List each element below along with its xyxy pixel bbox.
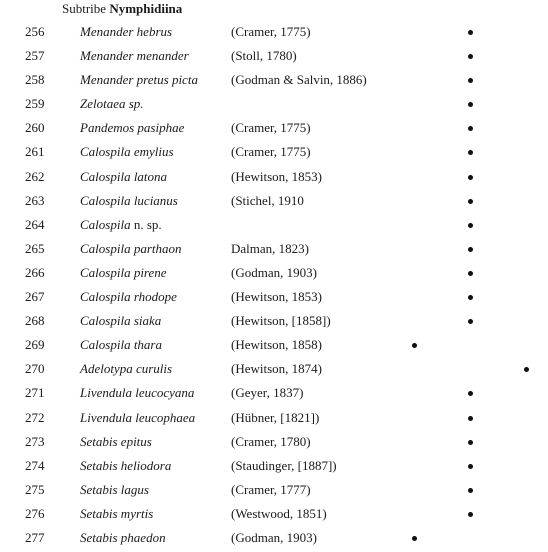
species-number: 266	[25, 264, 45, 280]
presence-dot-icon	[468, 271, 473, 276]
list-item	[0, 189, 548, 213]
species-author: (Cramer, 1780)	[231, 433, 311, 449]
species-genus-name: Zelotaea sp.	[80, 96, 144, 112]
list-item	[0, 357, 548, 381]
presence-dot-icon	[468, 416, 473, 421]
species-author: (Hewitson, [1858])	[231, 313, 331, 329]
list-item	[0, 116, 548, 140]
presence-dot-icon	[524, 367, 529, 372]
species-name	[80, 261, 167, 285]
species-genus-name: Setabis phaedon	[80, 529, 166, 545]
species-name	[80, 454, 171, 478]
species-name	[80, 140, 174, 164]
species-number: 258	[25, 72, 45, 88]
list-item	[0, 44, 548, 68]
species-number: 270	[25, 361, 45, 377]
species-name	[80, 285, 177, 309]
species-suffix: n. sp.	[130, 216, 162, 232]
presence-dot-icon	[468, 391, 473, 396]
species-genus-name: Calospila parthaon	[80, 240, 182, 256]
species-name	[80, 478, 149, 502]
species-number: 272	[25, 409, 45, 425]
species-number: 256	[25, 24, 45, 39]
species-author: (Stoll, 1780)	[231, 48, 297, 64]
species-name	[80, 20, 172, 44]
presence-dot-icon	[468, 175, 473, 180]
species-author: (Godman, 1903)	[231, 264, 317, 280]
species-author: (Cramer, 1775)	[231, 120, 311, 136]
list-item	[0, 20, 548, 44]
species-genus-name: Livendula leucocyana	[80, 385, 195, 401]
species-genus-name: Calospila thara	[80, 337, 162, 353]
list-item	[0, 478, 548, 502]
species-author: (Hewitson, 1874)	[231, 361, 322, 377]
species-author: Dalman, 1823)	[231, 240, 309, 256]
species-name	[80, 309, 161, 333]
species-author: (Hewitson, 1858)	[231, 337, 322, 353]
presence-dot-icon	[468, 319, 473, 324]
species-genus-name: Calospila latona	[80, 168, 168, 184]
species-genus-name: Setabis myrtis	[80, 505, 154, 521]
list-item	[0, 526, 548, 550]
species-author: (Cramer, 1775)	[231, 24, 311, 39]
species-genus-name: Livendula leucophaea	[80, 409, 196, 425]
list-item	[0, 333, 548, 357]
presence-dot-icon	[468, 30, 473, 35]
species-name	[80, 357, 172, 381]
species-author: (Godman & Salvin, 1886)	[231, 72, 367, 88]
subtribe-prefix: Subtribe	[62, 1, 107, 16]
list-item	[0, 502, 548, 526]
species-number: 271	[25, 385, 45, 401]
species-genus-name: Calospila rhodope	[80, 289, 177, 305]
species-name	[80, 430, 152, 454]
list-item	[0, 68, 548, 92]
species-author: (Stichel, 1910	[231, 192, 304, 208]
species-name	[80, 44, 189, 68]
species-number: 264	[25, 216, 45, 232]
species-genus-name: Setabis heliodora	[80, 457, 172, 473]
species-name	[80, 92, 144, 116]
species-genus-name: Pandemos pasiphae	[80, 120, 185, 136]
species-number: 260	[25, 120, 45, 136]
list-item	[0, 165, 548, 189]
presence-dot-icon	[468, 512, 473, 517]
species-name	[80, 502, 153, 526]
species-number: 274	[25, 457, 45, 473]
species-number: 263	[25, 192, 45, 208]
list-item	[0, 213, 548, 237]
species-author: (Geyer, 1837)	[231, 385, 304, 401]
species-number: 275	[25, 481, 45, 497]
species-number: 276	[25, 505, 45, 521]
list-item	[0, 381, 548, 405]
list-item	[0, 237, 548, 261]
presence-dot-icon	[468, 295, 473, 300]
species-number: 262	[25, 168, 45, 184]
list-item	[0, 430, 548, 454]
species-name	[80, 68, 198, 92]
species-genus-name: Calospila siaka	[80, 313, 162, 329]
species-name	[80, 526, 166, 550]
species-author: (Cramer, 1775)	[231, 144, 311, 160]
species-number: 267	[25, 289, 45, 305]
species-name	[80, 189, 178, 213]
species-genus-name: Menander pretus picta	[80, 72, 198, 88]
presence-dot-icon	[468, 488, 473, 493]
species-number: 259	[25, 96, 45, 112]
species-name	[80, 165, 167, 189]
presence-dot-icon	[468, 78, 473, 83]
species-number: 257	[25, 48, 45, 64]
list-item	[0, 285, 548, 309]
list-item	[0, 454, 548, 478]
list-item	[0, 140, 548, 164]
presence-dot-icon	[468, 102, 473, 107]
species-name	[80, 406, 195, 430]
list-item	[0, 309, 548, 333]
list-item	[0, 406, 548, 430]
species-author: (Staudinger, [1887])	[231, 457, 337, 473]
species-author: (Westwood, 1851)	[231, 505, 327, 521]
species-name	[80, 116, 184, 140]
subtribe-heading	[62, 1, 182, 17]
species-genus-name: Calospila pirene	[80, 264, 167, 280]
species-number: 261	[25, 144, 45, 160]
species-genus-name: Menander hebrus	[80, 24, 173, 39]
subtribe-name: Nymphidiina	[109, 1, 183, 16]
presence-dot-icon	[468, 223, 473, 228]
presence-dot-icon	[468, 54, 473, 59]
species-list	[0, 20, 548, 550]
presence-dot-icon	[412, 343, 417, 348]
species-author: (Hewitson, 1853)	[231, 168, 322, 184]
species-author: (Hübner, [1821])	[231, 409, 320, 425]
species-genus-name: Calospila	[80, 216, 131, 232]
presence-dot-icon	[468, 199, 473, 204]
species-genus-name: Calospila lucianus	[80, 192, 178, 208]
species-author: (Godman, 1903)	[231, 529, 317, 545]
species-name	[80, 333, 162, 357]
species-name	[80, 213, 162, 237]
species-name	[80, 237, 182, 261]
presence-dot-icon	[468, 150, 473, 155]
species-genus-name: Calospila emylius	[80, 144, 174, 160]
species-author: (Hewitson, 1853)	[231, 289, 322, 305]
species-genus-name: Adelotypa curulis	[80, 361, 173, 377]
species-number: 273	[25, 433, 45, 449]
species-number: 277	[25, 529, 45, 545]
species-genus-name: Setabis epitus	[80, 433, 152, 449]
presence-dot-icon	[468, 126, 473, 131]
species-number: 269	[25, 337, 45, 353]
species-genus-name: Menander menander	[80, 48, 189, 64]
presence-dot-icon	[468, 464, 473, 469]
list-item	[0, 261, 548, 285]
species-genus-name: Setabis lagus	[80, 481, 149, 497]
presence-dot-icon	[468, 247, 473, 252]
presence-dot-icon	[412, 536, 417, 541]
species-number: 268	[25, 313, 45, 329]
species-name	[80, 381, 194, 405]
list-item	[0, 92, 548, 116]
presence-dot-icon	[468, 440, 473, 445]
species-number: 265	[25, 240, 45, 256]
species-author: (Cramer, 1777)	[231, 481, 311, 497]
